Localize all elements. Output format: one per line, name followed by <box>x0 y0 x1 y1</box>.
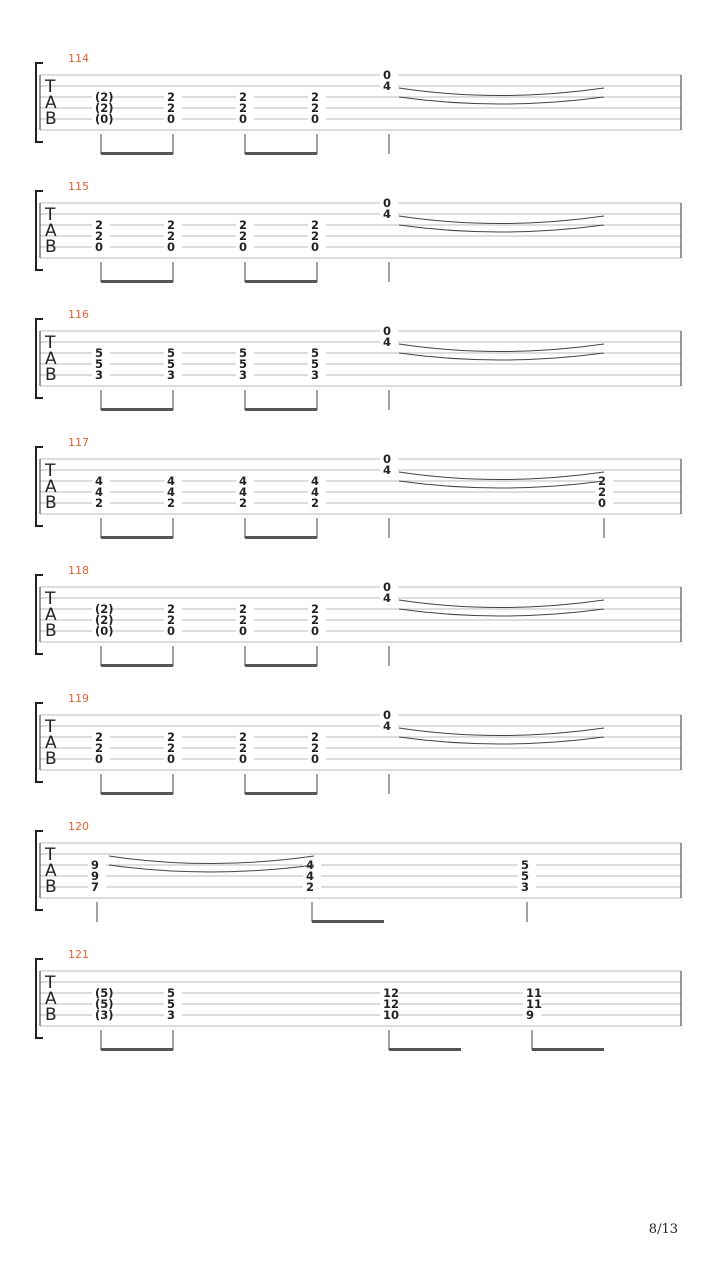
fret-number: 0 <box>383 452 392 466</box>
fret-number: 2 <box>239 730 248 744</box>
system-121 <box>36 948 681 1051</box>
fret-number: 2 <box>167 90 176 104</box>
tab-clef-letter: T <box>45 333 56 353</box>
fret-number: 5 <box>95 357 104 371</box>
fret-number: 3 <box>167 368 176 382</box>
tab-clef-letter: A <box>45 221 57 241</box>
tab-clef-letter: A <box>45 93 57 113</box>
fret-number: 4 <box>239 485 248 499</box>
beam <box>101 664 173 667</box>
fret-number: 5 <box>521 869 530 883</box>
fret-number: 0 <box>383 580 392 594</box>
system-118 <box>36 564 681 667</box>
fret-number: 5 <box>167 997 176 1011</box>
beam <box>312 920 384 923</box>
tie-arc <box>399 344 604 352</box>
fret-number: (2) <box>95 602 114 616</box>
beam <box>101 536 173 539</box>
fret-number: 5 <box>311 357 320 371</box>
fret-number: 0 <box>383 68 392 82</box>
fret-number: 2 <box>311 218 320 232</box>
fret-number: 9 <box>91 869 100 883</box>
fret-number: 4 <box>306 858 315 872</box>
tab-clef-letter: A <box>45 733 57 753</box>
tab-clef-letter: T <box>45 845 56 865</box>
fret-number: 0 <box>598 496 607 510</box>
tie-arc <box>399 225 604 232</box>
beam <box>101 152 173 155</box>
fret-number: 2 <box>239 101 248 115</box>
tab-clef-letter: B <box>45 237 57 257</box>
tie-arc <box>399 472 604 480</box>
fret-number: 2 <box>311 496 320 510</box>
system-114 <box>36 52 681 155</box>
fret-number: (2) <box>95 613 114 627</box>
system-119 <box>36 692 681 795</box>
fret-number: 5 <box>239 346 248 360</box>
fret-number: 4 <box>167 485 176 499</box>
beam <box>245 152 317 155</box>
fret-number: 2 <box>95 741 104 755</box>
fret-number: 0 <box>167 752 176 766</box>
fret-number: 4 <box>95 485 104 499</box>
fret-number: 3 <box>167 1008 176 1022</box>
fret-number: 2 <box>311 101 320 115</box>
tab-clef-letter: A <box>45 989 57 1009</box>
fret-number: 2 <box>311 229 320 243</box>
fret-number: 4 <box>383 335 392 349</box>
fret-number: 4 <box>311 474 320 488</box>
tie-arc <box>399 216 604 224</box>
tab-clef-letter: T <box>45 461 56 481</box>
fret-number: 5 <box>95 346 104 360</box>
measure-number: 115 <box>68 180 89 193</box>
tie-arc <box>109 865 314 872</box>
system-120 <box>36 820 681 923</box>
tie-arc <box>399 737 604 744</box>
fret-number: 2 <box>311 602 320 616</box>
beam <box>245 664 317 667</box>
fret-number: 0 <box>239 240 248 254</box>
tab-clef-letter: T <box>45 589 56 609</box>
tab-clef-letter: A <box>45 861 57 881</box>
beam <box>101 792 173 795</box>
fret-number: 4 <box>383 463 392 477</box>
beam <box>101 1048 173 1051</box>
fret-number: 4 <box>95 474 104 488</box>
measure-number: 117 <box>68 436 89 449</box>
fret-number: 2 <box>598 485 607 499</box>
measure-number: 114 <box>68 52 89 65</box>
fret-number: 2 <box>167 229 176 243</box>
beam <box>245 280 317 283</box>
tie-arc <box>399 353 604 360</box>
fret-number: 0 <box>167 240 176 254</box>
tie-arc <box>399 97 604 104</box>
tab-clef-letter: T <box>45 77 56 97</box>
fret-number: 0 <box>311 240 320 254</box>
fret-number: 3 <box>95 368 104 382</box>
fret-number: 2 <box>239 229 248 243</box>
measure-number: 120 <box>68 820 89 833</box>
fret-number: 2 <box>167 613 176 627</box>
fret-number: 9 <box>526 1008 535 1022</box>
tab-clef-letter: B <box>45 1005 57 1025</box>
fret-number: 4 <box>383 719 392 733</box>
tab-clef-letter: T <box>45 973 56 993</box>
fret-number: 4 <box>383 591 392 605</box>
fret-number: 5 <box>239 357 248 371</box>
fret-number: 3 <box>521 880 530 894</box>
beam <box>101 408 173 411</box>
measure-number: 116 <box>68 308 89 321</box>
fret-number: 0 <box>239 624 248 638</box>
tie-arc <box>399 609 604 616</box>
fret-number: (5) <box>95 997 114 1011</box>
fret-number: 2 <box>167 218 176 232</box>
fret-number: 2 <box>239 602 248 616</box>
fret-number: 5 <box>167 986 176 1000</box>
fret-number: (0) <box>95 112 114 126</box>
tab-clef-letter: A <box>45 477 57 497</box>
measure-number: 118 <box>68 564 89 577</box>
fret-number: 12 <box>383 986 400 1000</box>
fret-number: 2 <box>167 101 176 115</box>
fret-number: 2 <box>95 730 104 744</box>
fret-number: 2 <box>311 730 320 744</box>
fret-number: 2 <box>239 496 248 510</box>
fret-number: 2 <box>311 741 320 755</box>
fret-number: 2 <box>167 602 176 616</box>
tie-arc <box>399 600 604 608</box>
page-number: 8/13 <box>648 1222 678 1237</box>
fret-number: 0 <box>167 112 176 126</box>
fret-number: 0 <box>383 324 392 338</box>
tab-clef-letter: B <box>45 877 57 897</box>
system-116 <box>36 308 681 411</box>
tab-clef-letter: A <box>45 349 57 369</box>
fret-number: 4 <box>306 869 315 883</box>
fret-number: 4 <box>167 474 176 488</box>
fret-number: 2 <box>239 741 248 755</box>
system-115 <box>36 180 681 283</box>
fret-number: 10 <box>383 1008 400 1022</box>
fret-number: (2) <box>95 101 114 115</box>
tab-clef-letter: B <box>45 749 57 769</box>
fret-number: (3) <box>95 1008 114 1022</box>
fret-number: 9 <box>91 858 100 872</box>
fret-number: 4 <box>239 474 248 488</box>
beam <box>245 536 317 539</box>
tie-arc <box>399 481 604 488</box>
fret-number: 2 <box>95 229 104 243</box>
tab-clef-letter: B <box>45 493 57 513</box>
fret-number: 2 <box>311 90 320 104</box>
beam <box>101 280 173 283</box>
fret-number: 2 <box>239 90 248 104</box>
fret-number: 2 <box>167 741 176 755</box>
tab-clef-letter: B <box>45 365 57 385</box>
fret-number: 0 <box>383 708 392 722</box>
measure-number: 121 <box>68 948 89 961</box>
fret-number: 4 <box>311 485 320 499</box>
fret-number: 0 <box>239 112 248 126</box>
fret-number: 2 <box>95 218 104 232</box>
fret-number: 2 <box>311 613 320 627</box>
fret-number: 0 <box>95 240 104 254</box>
tab-clef-letter: B <box>45 621 57 641</box>
fret-number: (0) <box>95 624 114 638</box>
fret-number: 2 <box>239 218 248 232</box>
tie-arc <box>399 728 604 736</box>
beam <box>245 792 317 795</box>
fret-number: 11 <box>526 997 543 1011</box>
fret-number: 12 <box>383 997 400 1011</box>
fret-number: 0 <box>239 752 248 766</box>
fret-number: 5 <box>521 858 530 872</box>
beam <box>389 1048 461 1051</box>
tie-arc <box>109 856 314 864</box>
fret-number: 5 <box>167 357 176 371</box>
fret-number: 4 <box>383 79 392 93</box>
fret-number: 0 <box>383 196 392 210</box>
measure-number: 119 <box>68 692 89 705</box>
fret-number: 5 <box>167 346 176 360</box>
fret-number: 0 <box>311 624 320 638</box>
fret-number: 0 <box>167 624 176 638</box>
fret-number: 2 <box>598 474 607 488</box>
fret-number: 0 <box>311 112 320 126</box>
fret-number: 0 <box>95 752 104 766</box>
beam <box>532 1048 604 1051</box>
fret-number: (2) <box>95 90 114 104</box>
fret-number: 5 <box>311 346 320 360</box>
tab-clef-letter: A <box>45 605 57 625</box>
fret-number: 7 <box>91 880 100 894</box>
fret-number: 4 <box>383 207 392 221</box>
fret-number: 11 <box>526 986 543 1000</box>
fret-number: 2 <box>95 496 104 510</box>
tie-arc <box>399 88 604 96</box>
fret-number: 2 <box>239 613 248 627</box>
fret-number: 2 <box>306 880 315 894</box>
tab-clef-letter: T <box>45 205 56 225</box>
tab-clef-letter: B <box>45 109 57 129</box>
fret-number: 2 <box>167 496 176 510</box>
fret-number: 3 <box>311 368 320 382</box>
fret-number: 3 <box>239 368 248 382</box>
fret-number: 0 <box>311 752 320 766</box>
beam <box>245 408 317 411</box>
fret-number: 2 <box>167 730 176 744</box>
tab-clef-letter: T <box>45 717 56 737</box>
system-117 <box>36 436 681 539</box>
fret-number: (5) <box>95 986 114 1000</box>
